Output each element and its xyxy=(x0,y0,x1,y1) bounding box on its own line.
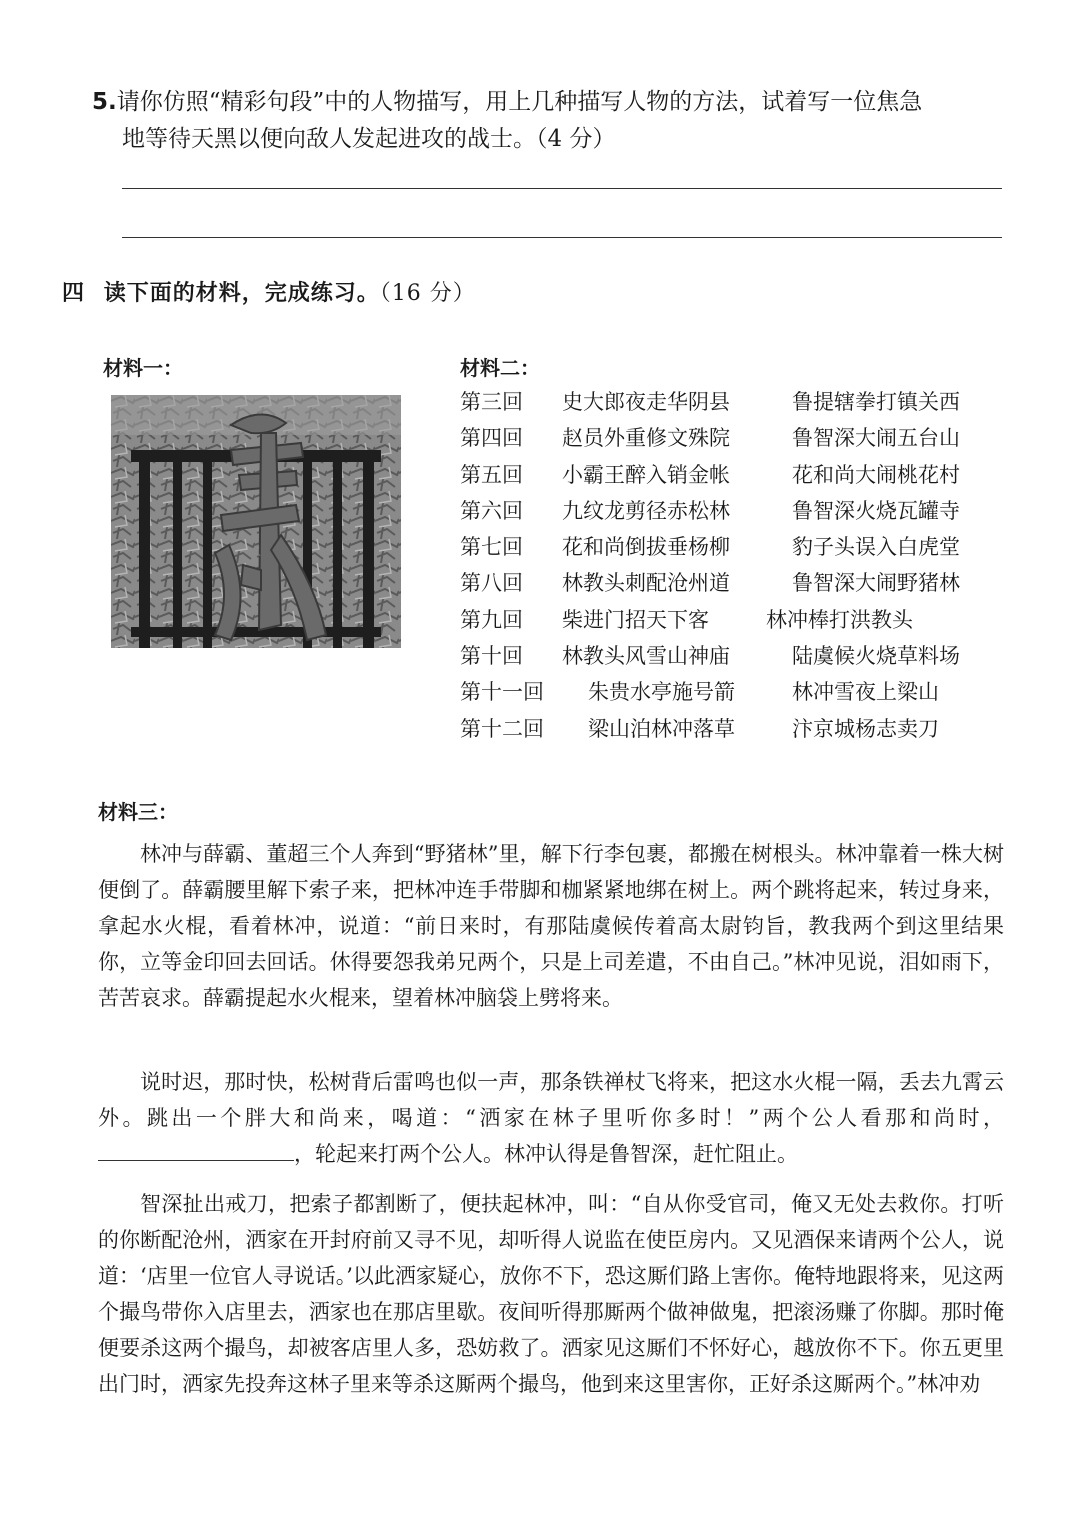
material-3-paragraph-3 xyxy=(98,1186,1004,1402)
chapter-title-b: 汴京城杨志卖刀 xyxy=(792,716,939,741)
chapter-title-a: 林教头风雪山神庙 xyxy=(562,644,730,669)
section-number: 四 xyxy=(62,280,86,306)
chapter-number: 第十一回 xyxy=(460,680,544,705)
chapter-title-a: 小霸王醉入销金帐 xyxy=(562,462,730,487)
chapter-number: 第七回 xyxy=(460,535,523,560)
chapter-number: 第八回 xyxy=(460,571,523,596)
chapter-title-b: 豹子头误入白虎堂 xyxy=(792,535,960,560)
chapter-title-b: 林冲棒打洪教头 xyxy=(766,607,913,632)
chapter-number: 第九回 xyxy=(460,607,523,632)
chapter-title-b: 鲁智深火烧瓦罐寺 xyxy=(792,498,960,523)
material-3-paragraph-2 xyxy=(98,1064,1004,1172)
question-5-text-2: 地等待天黑以便向敌人发起进攻的战士。（4 分） xyxy=(122,126,616,152)
chapter-title-a: 朱贵水亭施号箭 xyxy=(588,680,735,705)
chapter-title-b: 陆虞候火烧草料场 xyxy=(792,644,960,669)
chapter-title-a: 柴进门招天下客 xyxy=(562,607,709,632)
chapter-row xyxy=(460,384,960,420)
paragraph-text-after-blank: ，轮起来打两个公人。林冲认得是鲁智深，赶忙阻止。 xyxy=(294,1142,798,1166)
yi-character-sculpture-photo xyxy=(111,395,401,648)
paragraph-text-before-blank: 说时迟，那时快，松树背后雷鸣也似一声，那条铁禅杖飞将来，把这水火棍一隔，丢去九霄云外。跳出一个胖大和尚来，喝道：“洒家在林子里听你多时！”两个公人看那和尚时， xyxy=(98,1070,1004,1130)
answer-line-2[interactable] xyxy=(122,237,1002,238)
chapter-title-a: 林教头刺配沧州道 xyxy=(562,571,730,596)
chapter-title-b: 鲁智深大闹野猪林 xyxy=(792,571,960,596)
section-4-heading xyxy=(62,276,476,307)
material-1-label: 材料一： xyxy=(103,356,183,380)
question-5-line-1 xyxy=(92,84,1012,121)
material-3-label: 材料三： xyxy=(98,800,178,824)
material-2-label: 材料二： xyxy=(460,356,540,380)
paragraph-text: 林冲与薛霸、董超三个人奔到“野猪林”里，解下行李包裹，都搬在树根头。林冲靠着一株大树便倒了。薛霸腰里解下索子来，把林冲连手带脚和枷紧紧地绑在树上。两个跳将起来，转过身来，拿起水火棍，看着林冲，说道：“前日来时，有那陆虞候传着高太尉钧旨，教我两个到这里结果你，立等金印回去回话。休得要怨我弟兄两个，只是上司差遣，不由自己。”林冲见说，泪如雨下，苦苦哀求。薛霸提起水火棍来，望着林冲脑袋上劈将来。 xyxy=(98,842,1004,1010)
chapter-title-b: 花和尚大闹桃花村 xyxy=(792,462,960,487)
chapter-title-b: 鲁智深大闹五台山 xyxy=(792,426,960,451)
chapter-row xyxy=(460,529,960,565)
chapter-number: 第四回 xyxy=(460,426,523,451)
chapter-row xyxy=(460,457,960,493)
material-3-paragraph-1 xyxy=(98,836,1004,1016)
chapter-row xyxy=(460,565,960,601)
chapter-number: 第三回 xyxy=(460,390,523,414)
chapter-number: 第十二回 xyxy=(460,716,544,741)
chapter-title-a: 史大郎夜走华阴县 xyxy=(562,390,730,414)
chapter-title-b: 林冲雪夜上梁山 xyxy=(792,680,939,705)
yi-character-text: 义 xyxy=(251,547,261,558)
chapter-number: 第十回 xyxy=(460,644,523,669)
chapter-title-a: 九纹龙剪径赤松林 xyxy=(562,498,730,523)
answer-line-1[interactable] xyxy=(122,188,1002,189)
question-5-text-1: 请你仿照“精彩句段”中的人物描写，用上几种描写人物的方法，试着写一位焦急 xyxy=(116,89,923,115)
chapter-number: 第六回 xyxy=(460,498,523,523)
material-1-photo xyxy=(111,395,401,648)
chapter-title-a: 梁山泊林冲落草 xyxy=(588,716,735,741)
chapter-title-a: 赵员外重修文殊院 xyxy=(562,426,730,451)
chapter-row xyxy=(460,493,960,529)
chapter-row xyxy=(460,711,960,747)
chapter-row xyxy=(460,638,960,674)
question-5 xyxy=(92,84,1012,158)
section-title: 读下面的材料，完成练习。 xyxy=(103,280,380,306)
paragraph-text: 智深扯出戒刀，把索子都割断了，便扶起林冲，叫：“自从你受官司，俺又无处去救你。打听的你断配沧州，洒家在开封府前又寻不见，却听得人说监在使臣房内。又见酒保来请两个公人，说道：‘店里一位官人寻说话。’以此洒家疑心，放你不下，恐这厮们路上害你。俺特地跟将来，见这两个撮鸟带你入店里去，洒家也在那店里歇。夜间听得那厮两个做神做鬼，把滚汤赚了你脚。那时俺便要杀这两个撮鸟，却被客店里人多，恐妨救了。洒家见这厮们不怀好心，越放你不下。你五更里出门时，洒家先投奔这林子里来等杀这厮两个撮鸟，他到来这里害你，正好杀这厮两个。”林冲劝 xyxy=(98,1192,1004,1396)
chapter-list xyxy=(460,384,960,747)
section-score: （16 分） xyxy=(379,281,476,306)
chapter-number: 第五回 xyxy=(460,462,523,487)
chapter-title-b: 鲁提辖拳打镇关西 xyxy=(792,390,960,414)
chapter-row xyxy=(460,602,960,638)
question-number: 5. xyxy=(92,89,117,115)
chapter-row xyxy=(460,420,960,456)
paragraph-text xyxy=(98,1064,1004,1172)
chapter-row xyxy=(460,674,960,710)
chapter-title-a: 花和尚倒拔垂杨柳 xyxy=(562,535,730,560)
fill-in-blank[interactable] xyxy=(98,1138,294,1161)
